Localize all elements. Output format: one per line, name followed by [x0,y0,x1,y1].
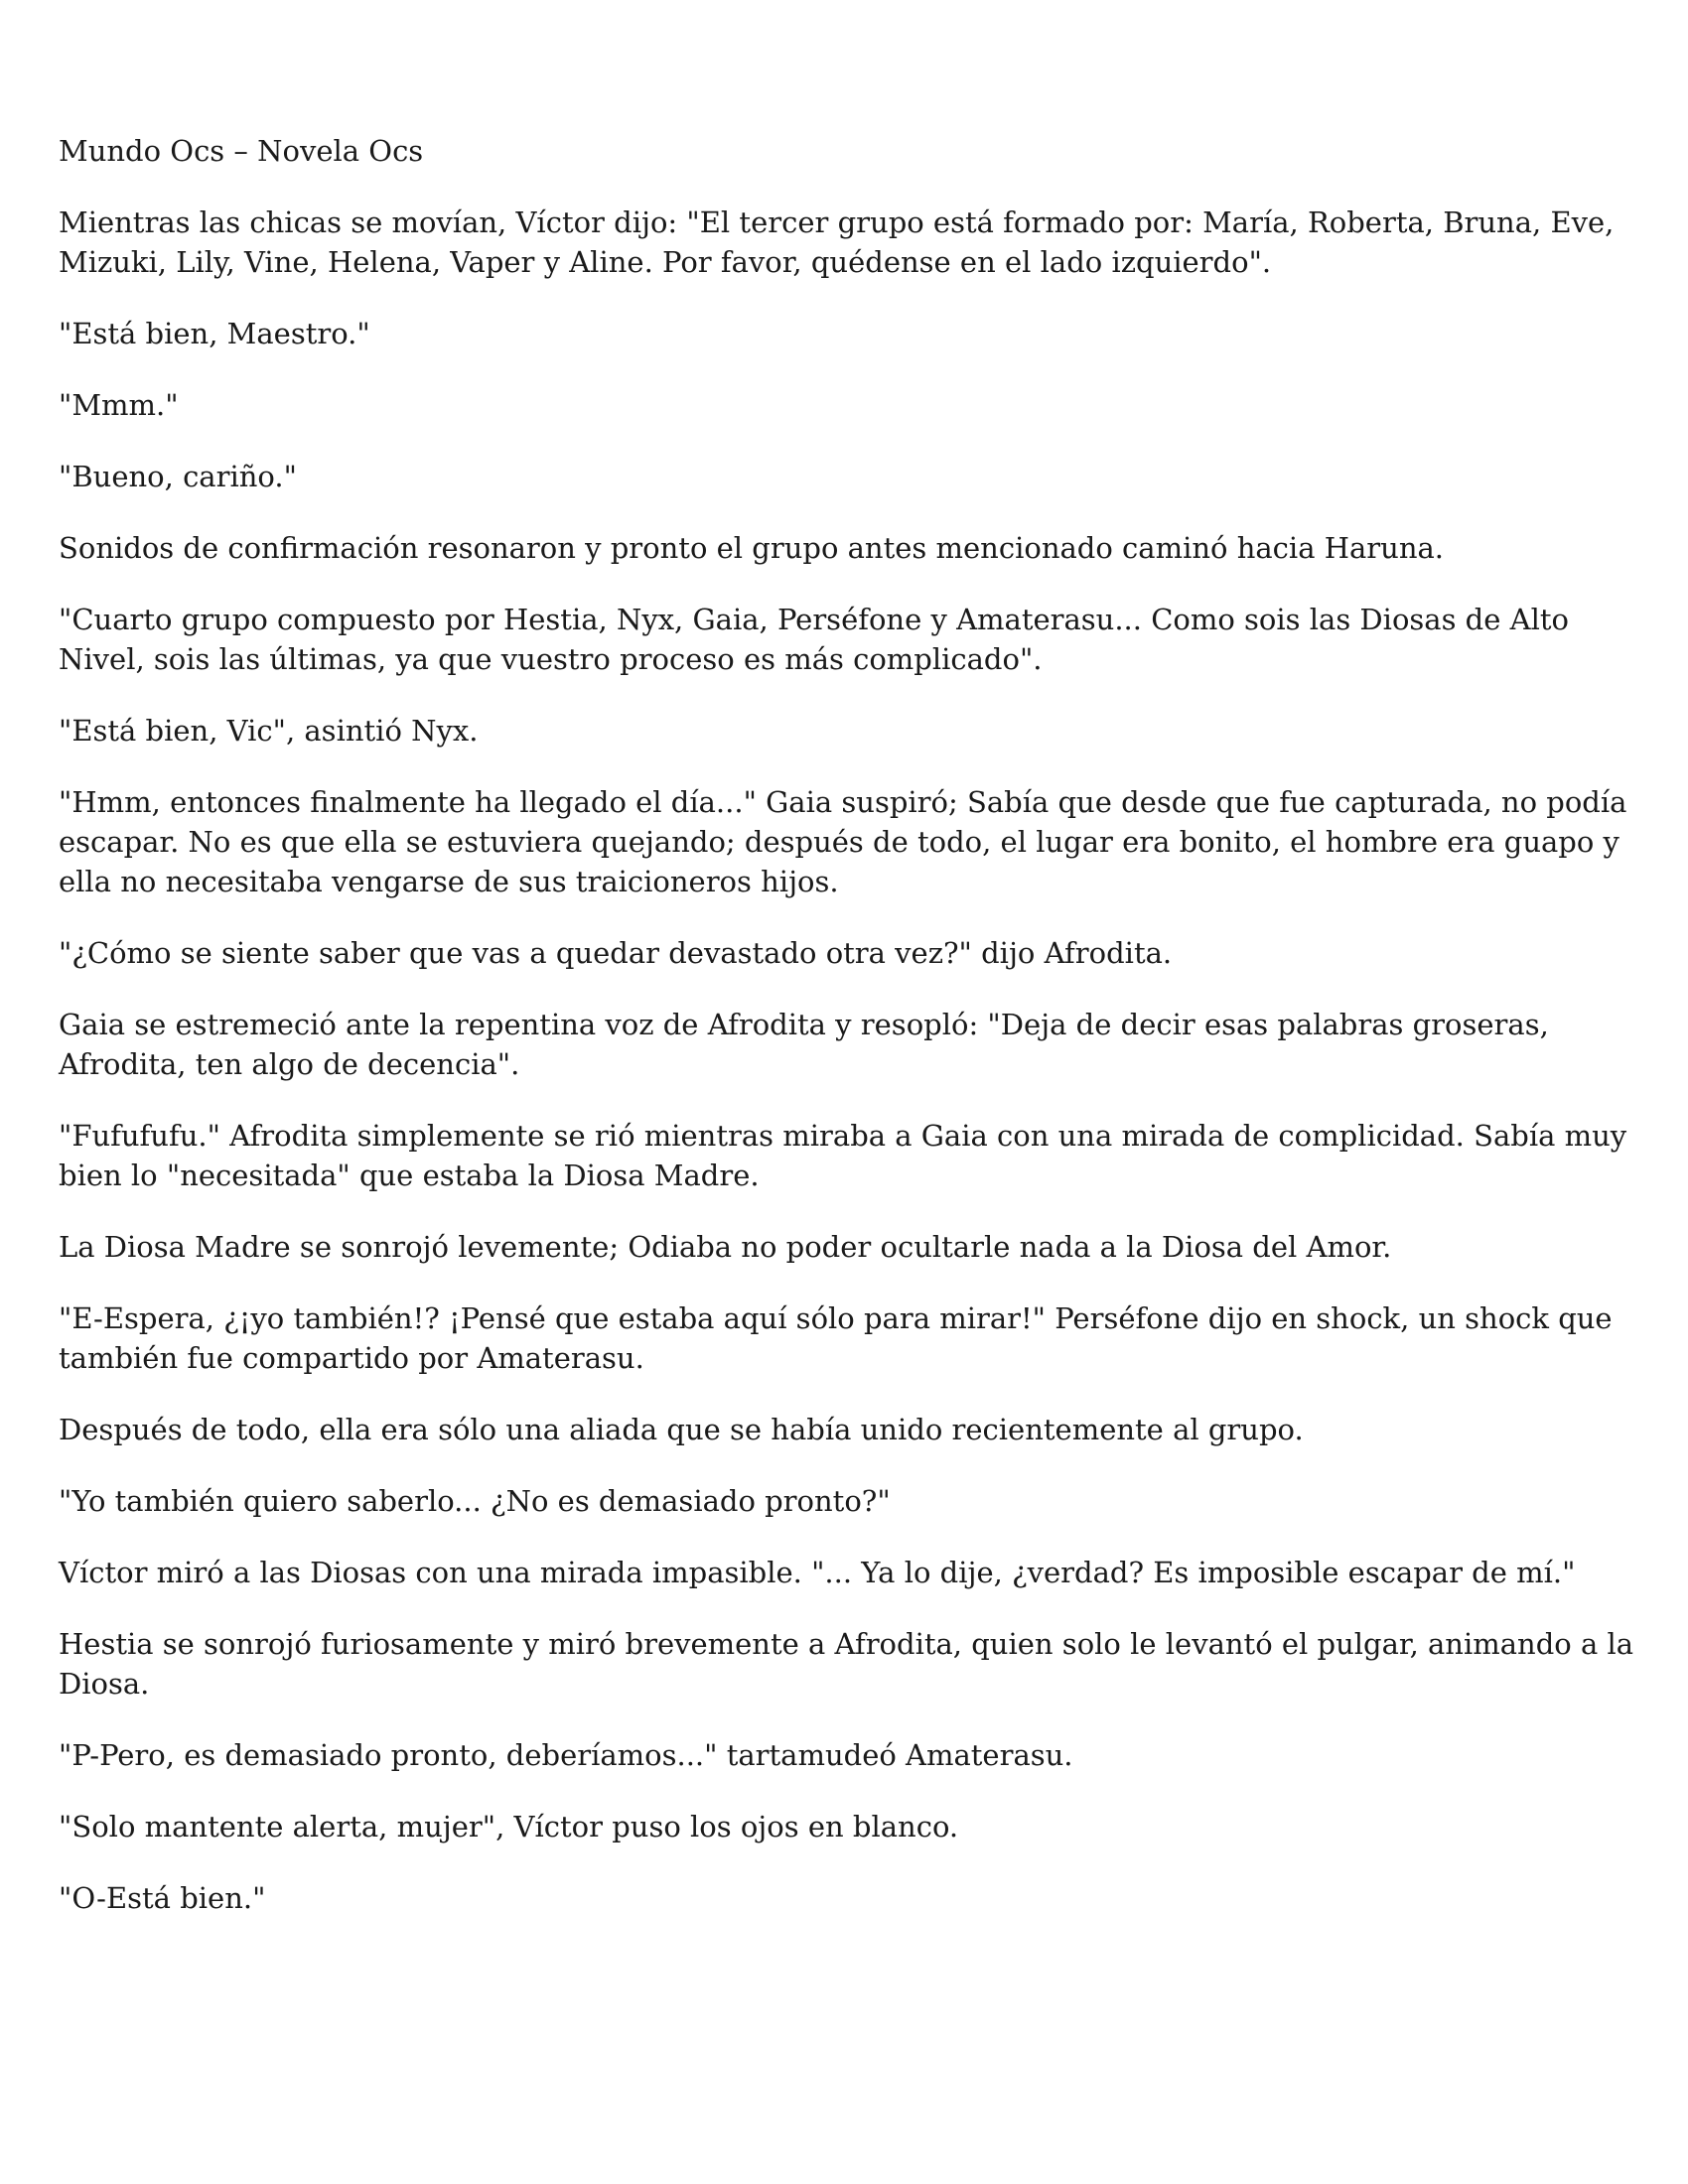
paragraph: "Cuarto grupo compuesto por Hestia, Nyx, Gaia, Perséfone y Amaterasu... Como sois las Diosas de Alto Nivel, sois las últimas, ya que vuestro proceso es más complicado". [59,603,1569,676]
paragraph: Víctor miró a las Diosas con una mirada impasible. "... Ya lo dije, ¿verdad? Es imposible escapar de mí." [59,1556,1576,1589]
paragraph: "Yo también quiero saberlo... ¿No es demasiado pronto?" [59,1484,891,1518]
document-body [59,131,1647,1950]
paragraph: "O-Está bien." [59,1881,266,1915]
paragraph: "¿Cómo se siente saber que vas a quedar devastado otra vez?" dijo Afrodita. [59,936,1173,970]
paragraph: "Fufufufu." Afrodita simplemente se rió mientras miraba a Gaia con una mirada de complicidad. Sabía muy bien lo "necesitada" que estaba la Diosa Madre. [59,1119,1627,1192]
paragraph: Mientras las chicas se movían, Víctor dijo: "El tercer grupo está formado por: María, Roberta, Bruna, Eve, Mizuki, Lily, Vine, Helena, Vaper y Aline. Por favor, quédense en el lado izquierdo". [59,205,1615,279]
paragraph: "P-Pero, es demasiado pronto, deberíamos..." tartamudeó Amaterasu. [59,1738,1073,1772]
paragraph: Gaia se estremeció ante la repentina voz de Afrodita y resopló: "Deja de decir esas palabras groseras, Afrodita, ten algo de decencia". [59,1008,1549,1081]
document-header: Mundo Ocs – Novela Ocs [59,134,424,168]
paragraph: "Hmm, entonces finalmente ha llegado el día..." Gaia suspiró; Sabía que desde que fue capturada, no podía escapar. No es que ella se estuviera quejando; después de todo, el lugar era bonito, el hombre era guapo y ella no necesitaba vengarse de sus traicioneros hijos. [59,785,1627,898]
paragraph: "Está bien, Vic", asintió Nyx. [59,714,479,748]
paragraph: La Diosa Madre se sonrojó levemente; Odiaba no poder ocultarle nada a la Diosa del Amor. [59,1230,1392,1264]
paragraph: Después de todo, ella era sólo una aliada que se había unido recientemente al grupo. [59,1413,1304,1446]
paragraph: "Está bien, Maestro." [59,317,370,350]
paragraph: "Mmm." [59,388,179,422]
paragraph: "Solo mantente alerta, mujer", Víctor puso los ojos en blanco. [59,1810,959,1843]
paragraph: "Bueno, cariño." [59,460,297,493]
paragraph: Hestia se sonrojó furiosamente y miró brevemente a Afrodita, quien solo le levantó el pulgar, animando a la Diosa. [59,1627,1634,1701]
paragraph: "E-Espera, ¿¡yo también!? ¡Pensé que estaba aquí sólo para mirar!" Perséfone dijo en shock, un shock que también fue compartido por Amaterasu. [59,1301,1613,1375]
paragraph: Sonidos de confirmación resonaron y pronto el grupo antes mencionado caminó hacia Haruna. [59,531,1445,565]
